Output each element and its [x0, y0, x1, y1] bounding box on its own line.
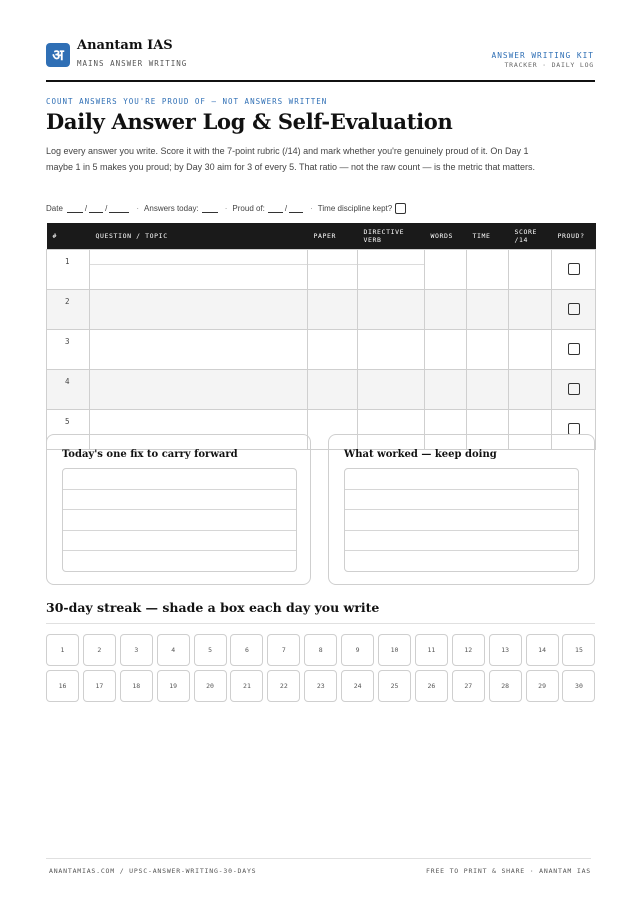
brand-name: Anantam IAS	[77, 38, 173, 53]
footer-url: ANANTAMIAS.COM / UPSC-ANSWER-WRITING-30-DAYS	[49, 867, 257, 875]
col-header-question: QUESTION / TOPIC	[90, 223, 308, 250]
date-day-field[interactable]	[67, 204, 83, 213]
verb-cell[interactable]	[358, 330, 425, 370]
table-row	[47, 330, 596, 370]
streak-day-box[interactable]: 27	[452, 670, 485, 702]
table-row	[47, 290, 596, 330]
col-header-directive-verb: DIRECTIVE VERB	[358, 223, 425, 250]
proud-checkbox[interactable]	[568, 423, 580, 435]
streak-day-box[interactable]: 15	[562, 634, 595, 666]
date-label: Date	[46, 204, 63, 213]
streak-day-box[interactable]: 7	[267, 634, 300, 666]
discipline-checkbox[interactable]	[395, 203, 406, 214]
proud-cell	[552, 370, 596, 410]
question-cell[interactable]	[90, 250, 308, 290]
streak-day-box[interactable]: 5	[194, 634, 227, 666]
streak-title: 30-day streak — shade a box each day you write	[46, 600, 380, 615]
row-number: 1	[47, 250, 90, 290]
score-cell[interactable]	[509, 250, 552, 290]
proud-cell	[552, 330, 596, 370]
question-cell[interactable]	[90, 370, 308, 410]
page-title: Daily Answer Log & Self-Evaluation	[46, 109, 453, 134]
paper-cell[interactable]	[308, 330, 358, 370]
footer-divider	[46, 858, 591, 859]
col-header-time: TIME	[467, 223, 509, 250]
proud-count-field[interactable]	[268, 204, 283, 213]
streak-day-box[interactable]: 19	[157, 670, 190, 702]
streak-day-box[interactable]: 13	[489, 634, 522, 666]
score-cell[interactable]	[509, 330, 552, 370]
row-number: 2	[47, 290, 90, 330]
verb-cell[interactable]	[358, 250, 425, 290]
streak-day-box[interactable]: 8	[304, 634, 337, 666]
date-month-field[interactable]	[89, 204, 103, 213]
streak-day-box[interactable]: 20	[194, 670, 227, 702]
streak-day-box[interactable]: 10	[378, 634, 411, 666]
words-cell[interactable]	[425, 250, 467, 290]
proud-total-field[interactable]	[289, 204, 303, 213]
streak-grid	[46, 634, 595, 702]
streak-day-box[interactable]: 29	[526, 670, 559, 702]
answer-log-table	[46, 223, 596, 450]
eyebrow-text: COUNT ANSWERS YOU'RE PROUD OF — NOT ANSWERS WRITTEN	[46, 97, 328, 106]
streak-day-box[interactable]: 25	[378, 670, 411, 702]
separator: ·	[224, 204, 228, 213]
streak-day-box[interactable]: 21	[230, 670, 263, 702]
discipline-label: Time discipline kept?	[317, 204, 393, 213]
table-row	[47, 250, 596, 290]
words-cell[interactable]	[425, 370, 467, 410]
table-header-row	[47, 223, 596, 250]
streak-day-box[interactable]: 3	[120, 634, 153, 666]
streak-day-box[interactable]: 11	[415, 634, 448, 666]
answers-field[interactable]	[202, 204, 218, 213]
streak-day-box[interactable]: 16	[46, 670, 79, 702]
streak-day-box[interactable]: 18	[120, 670, 153, 702]
question-cell[interactable]	[90, 290, 308, 330]
kit-label: ANSWER WRITING KIT	[491, 51, 594, 60]
streak-day-box[interactable]: 14	[526, 634, 559, 666]
verb-cell[interactable]	[358, 290, 425, 330]
streak-day-box[interactable]: 1	[46, 634, 79, 666]
streak-day-box[interactable]: 30	[562, 670, 595, 702]
streak-day-box[interactable]: 17	[83, 670, 116, 702]
col-header-score: SCORE /14	[509, 223, 552, 250]
proud-checkbox[interactable]	[568, 263, 580, 275]
col-header-words: WORDS	[425, 223, 467, 250]
proud-cell	[552, 290, 596, 330]
worked-panel	[328, 434, 595, 585]
fix-writing-area[interactable]	[62, 468, 297, 572]
col-header-paper: PAPER	[308, 223, 358, 250]
separator: ·	[310, 204, 313, 213]
streak-divider	[46, 623, 595, 624]
words-cell[interactable]	[425, 330, 467, 370]
proud-label: Proud of:	[232, 204, 265, 213]
verb-cell[interactable]	[358, 370, 425, 410]
paper-cell[interactable]	[308, 250, 358, 290]
row-number: 4	[47, 370, 90, 410]
col-header-number: #	[47, 223, 90, 250]
streak-day-box[interactable]: 26	[415, 670, 448, 702]
words-cell[interactable]	[425, 290, 467, 330]
proud-cell	[552, 250, 596, 290]
header-divider	[46, 80, 595, 82]
worked-writing-area[interactable]	[344, 468, 579, 572]
fix-panel-title: Today's one fix to carry forward	[62, 449, 238, 460]
paper-cell[interactable]	[308, 370, 358, 410]
row-number: 5	[47, 410, 90, 450]
intro-paragraph: Log every answer you write. Score it with the 7-point rubric (/14) and mark whether you're genuinely proud of it. On Day 1 maybe 1 in 5 makes you proud; by Day 30 aim for 3 of every 5. That ratio — not the raw count — is the metric that matters.	[46, 146, 536, 172]
meta-row: Date / / · Answers today: · Proud of: / · Time discipline kept?	[46, 203, 406, 214]
col-header-proud: PROUD?	[552, 223, 596, 250]
streak-day-box[interactable]: 12	[452, 634, 485, 666]
row-number: 3	[47, 330, 90, 370]
date-year-field[interactable]	[109, 204, 129, 213]
answers-label: Answers today:	[144, 204, 199, 213]
fix-panel	[46, 434, 311, 585]
paper-cell[interactable]	[308, 290, 358, 330]
score-cell[interactable]	[509, 370, 552, 410]
proud-checkbox[interactable]	[568, 303, 580, 315]
proud-checkbox[interactable]	[568, 383, 580, 395]
table-row	[47, 370, 596, 410]
streak-day-box[interactable]: 9	[341, 634, 374, 666]
logo-icon: अ	[46, 43, 70, 67]
worked-panel-title: What worked — keep doing	[344, 449, 497, 460]
question-cell[interactable]	[90, 330, 308, 370]
score-cell[interactable]	[509, 290, 552, 330]
kit-sublabel: TRACKER · DAILY LOG	[504, 61, 594, 69]
time-cell[interactable]	[467, 290, 509, 330]
proud-checkbox[interactable]	[568, 343, 580, 355]
streak-day-box[interactable]: 22	[267, 670, 300, 702]
streak-day-box[interactable]: 23	[304, 670, 337, 702]
footer-credit: FREE TO PRINT & SHARE · ANANTAM IAS	[426, 867, 591, 875]
streak-day-box[interactable]: 28	[489, 670, 522, 702]
time-cell[interactable]	[467, 330, 509, 370]
time-cell[interactable]	[467, 250, 509, 290]
time-cell[interactable]	[467, 370, 509, 410]
streak-day-box[interactable]: 24	[341, 670, 374, 702]
streak-day-box[interactable]: 2	[83, 634, 116, 666]
streak-day-box[interactable]: 4	[157, 634, 190, 666]
separator: ·	[136, 204, 140, 213]
streak-day-box[interactable]: 6	[230, 634, 263, 666]
brand-tagline: MAINS ANSWER WRITING	[77, 59, 188, 68]
